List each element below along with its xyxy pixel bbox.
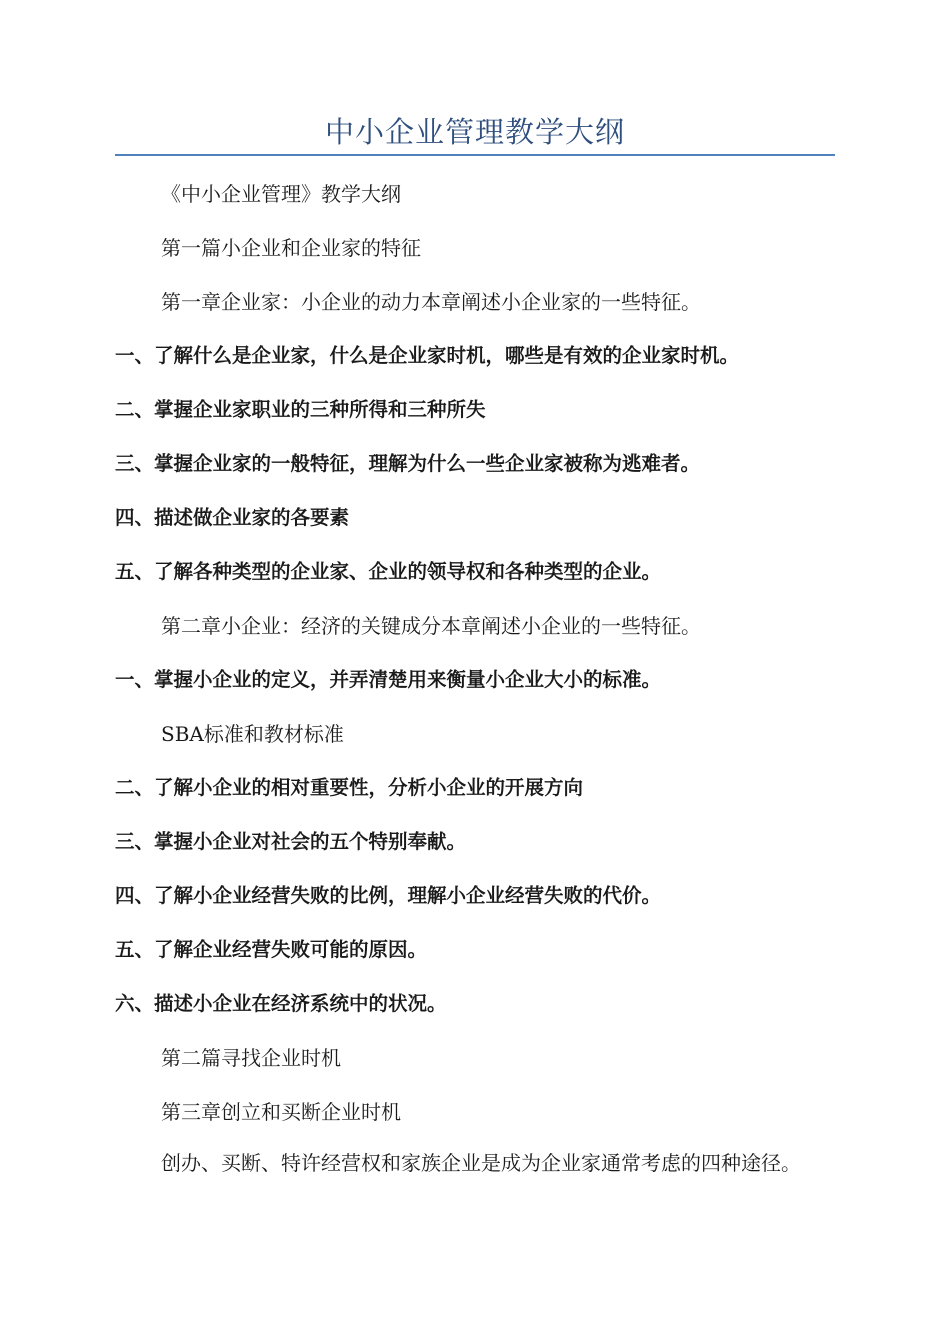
objective-item: 四、描述做企业家的各要素 <box>115 506 350 529</box>
objective-item: 二、掌握企业家职业的三种所得和三种所失 <box>115 398 486 421</box>
course-heading: 《中小企业管理》教学大纲 <box>161 182 401 206</box>
objective-item: 五、了解企业经营失败可能的原因。 <box>115 938 428 961</box>
document-body <box>115 172 835 1192</box>
objective-item: 六、描述小企业在经济系统中的状况。 <box>115 992 447 1015</box>
document-title: 中小企业管理教学大纲 <box>324 115 625 149</box>
objective-item: 二、了解小企业的相对重要性，分析小企业的开展方向 <box>115 776 584 799</box>
objective-item: 三、掌握小企业对社会的五个特别奉献。 <box>115 830 467 853</box>
title-underline <box>115 154 835 156</box>
chapter-heading: 第一章企业家：小企业的动力本章阐述小企业家的一些特征。 <box>161 290 701 314</box>
objective-item: 一、掌握小企业的定义，并弄清楚用来衡量小企业大小的标准。 <box>115 668 662 691</box>
objective-item: 五、了解各种类型的企业家、企业的领导权和各种类型的企业。 <box>115 560 662 583</box>
part-heading: 第二篇寻找企业时机 <box>161 1046 341 1070</box>
chapter-heading: 第二章小企业：经济的关键成分本章阐述小企业的一些特征。 <box>161 614 701 638</box>
objective-item: 三、掌握企业家的一般特征，理解为什么一些企业家被称为逃难者。 <box>115 452 701 475</box>
objective-item: 四、了解小企业经营失败的比例，理解小企业经营失败的代价。 <box>115 884 662 907</box>
body-paragraph: SBA标准和教材标准 <box>161 722 344 746</box>
objective-item: 一、了解什么是企业家，什么是企业家时机，哪些是有效的企业家时机。 <box>115 344 740 367</box>
part-heading: 第一篇小企业和企业家的特征 <box>161 236 421 260</box>
chapter-heading: 第三章创立和买断企业时机 <box>161 1100 401 1124</box>
body-paragraph: 创办、买断、特许经营权和家族企业是成为企业家通常考虑的四种途径。 <box>161 1151 801 1175</box>
